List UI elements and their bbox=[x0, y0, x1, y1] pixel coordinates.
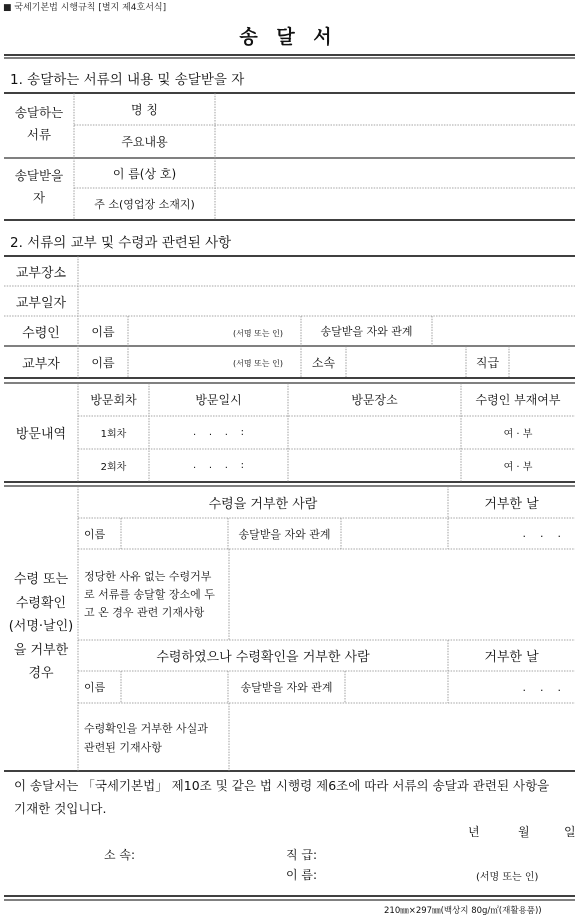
footer-dept-label: 소 속: bbox=[104, 848, 136, 862]
visit-round-2: 2회차 bbox=[100, 462, 127, 473]
refusal-reason-label: 정당한 사유 없는 수령거부 로 서류를 송달할 장소에 두 고 온 경우 관련 기재사항 bbox=[84, 570, 215, 619]
section1-heading: 1. 송달하는 서류의 내용 및 송달받을 자 bbox=[10, 72, 245, 88]
date-month-label: 월 bbox=[518, 825, 530, 839]
doc-content-field[interactable] bbox=[216, 126, 574, 157]
refused-name-field[interactable] bbox=[122, 519, 227, 548]
confirm-refused-relation-field[interactable] bbox=[346, 672, 447, 702]
confirm-refused-relation-label: 송달받을 자와 관계 bbox=[240, 681, 333, 694]
date-day-label: 일 bbox=[564, 825, 576, 839]
delivery-place-label: 교부장소 bbox=[15, 265, 67, 281]
visit-place-2[interactable] bbox=[289, 450, 460, 481]
receiver-relation-field[interactable] bbox=[433, 317, 574, 345]
doc-content-label: 주요내용 bbox=[121, 135, 168, 149]
visit-place-1[interactable] bbox=[289, 417, 460, 448]
section2-heading: 2. 서류의 교부 및 수령과 관련된 사항 bbox=[10, 235, 232, 251]
date-year-label: 년 bbox=[468, 825, 480, 839]
delivery-date-label: 교부일자 bbox=[15, 295, 67, 311]
visit-absence-2[interactable]: 여 · 부 bbox=[503, 462, 533, 473]
visit-round-1: 1회차 bbox=[100, 429, 127, 440]
deliverer-rank-label: 직급 bbox=[475, 355, 500, 370]
visit-absence-1[interactable]: 여 · 부 bbox=[503, 429, 533, 440]
refusal-reason-field[interactable] bbox=[230, 550, 574, 639]
doc-name-label: 명 칭 bbox=[131, 102, 158, 117]
refused-relation-field[interactable] bbox=[342, 519, 447, 548]
receiver-label: 수령인 bbox=[22, 325, 60, 341]
deliverer-name-label: 이름 bbox=[91, 355, 115, 370]
deliverer-rank-field[interactable] bbox=[510, 347, 574, 377]
refused-person-header: 수령을 거부한 사람 bbox=[208, 496, 318, 512]
footer-rank-label: 직 급: bbox=[286, 848, 318, 862]
refused-date-field[interactable]: . . . bbox=[522, 527, 561, 540]
delivery-date-field[interactable] bbox=[79, 287, 574, 315]
confirm-refused-date-field[interactable]: . . . bbox=[522, 680, 561, 694]
deliverer-dept-label: 소속 bbox=[311, 355, 336, 370]
footer-name-label: 이 름: bbox=[286, 868, 318, 882]
delivery-place-field[interactable] bbox=[79, 257, 574, 285]
visit-datetime-2[interactable]: . . . : bbox=[192, 460, 245, 471]
confirm-refused-name-label: 이름 bbox=[84, 681, 106, 694]
receiver-sign-note: (서명 또는 인) bbox=[233, 329, 283, 338]
statement-line-2: 기재한 것입니다. bbox=[14, 801, 107, 816]
confirm-refused-name-field[interactable] bbox=[122, 672, 227, 702]
confirm-refused-date-header: 거부한 날 bbox=[484, 650, 539, 665]
refusal-label: 수령 또는 수령확인 (서명·날인) 을 거부한 경우 bbox=[8, 572, 74, 681]
recipient-name-label: 이 름(상 호) bbox=[112, 166, 177, 181]
refused-name-label: 이름 bbox=[84, 527, 106, 541]
recipient-group-label: 송달받을 자 bbox=[14, 168, 64, 205]
paper-spec: 210㎜×297㎜(백상지 80g/㎡(재활용품)) bbox=[384, 906, 542, 916]
recipient-address-label: 주 소(영업장 소재지) bbox=[94, 198, 195, 211]
receiver-name-label: 이름 bbox=[91, 324, 115, 339]
visit-absence-header: 수령인 부재여부 bbox=[475, 393, 561, 407]
receiver-relation-label: 송달받을 자와 관계 bbox=[320, 325, 413, 338]
visits-label: 방문내역 bbox=[15, 427, 67, 442]
confirm-refusal-reason-label: 수령확인을 거부한 사실과 관련된 기재사항 bbox=[84, 722, 208, 754]
footer-sign-note: (서명 또는 인) bbox=[476, 872, 539, 883]
form-reference: ■ 국세기본법 시행규칙 [별지 제4호서식] bbox=[3, 3, 167, 13]
visit-datetime-header: 방문일시 bbox=[195, 393, 242, 407]
recipient-address-field[interactable] bbox=[216, 189, 574, 219]
deliverer-sign-note: (서명 또는 인) bbox=[233, 359, 283, 368]
refused-date-header: 거부한 날 bbox=[484, 496, 539, 512]
visit-round-header: 방문회차 bbox=[90, 393, 137, 407]
visit-datetime-1[interactable]: . . . : bbox=[192, 427, 245, 438]
deliverer-label: 교부자 bbox=[22, 356, 60, 372]
confirm-refusal-reason-field[interactable] bbox=[230, 704, 574, 770]
page-title: 송 달 서 bbox=[239, 26, 338, 48]
statement-line-1: 이 송달서는 「국세기본법」 제10조 및 같은 법 시행령 제6조에 따라 서류의 송달과 관련된 사항을 bbox=[14, 778, 550, 793]
visit-place-header: 방문장소 bbox=[351, 393, 398, 407]
refused-relation-label: 송달받을 자와 관계 bbox=[238, 527, 331, 541]
deliverer-dept-field[interactable] bbox=[347, 347, 465, 377]
doc-name-field[interactable] bbox=[216, 94, 574, 124]
doc-group-label: 송달하는 서류 bbox=[14, 105, 64, 142]
recipient-name-field[interactable] bbox=[216, 159, 574, 187]
confirm-refused-person-header: 수령하였으나 수령확인을 거부한 사람 bbox=[156, 650, 370, 665]
